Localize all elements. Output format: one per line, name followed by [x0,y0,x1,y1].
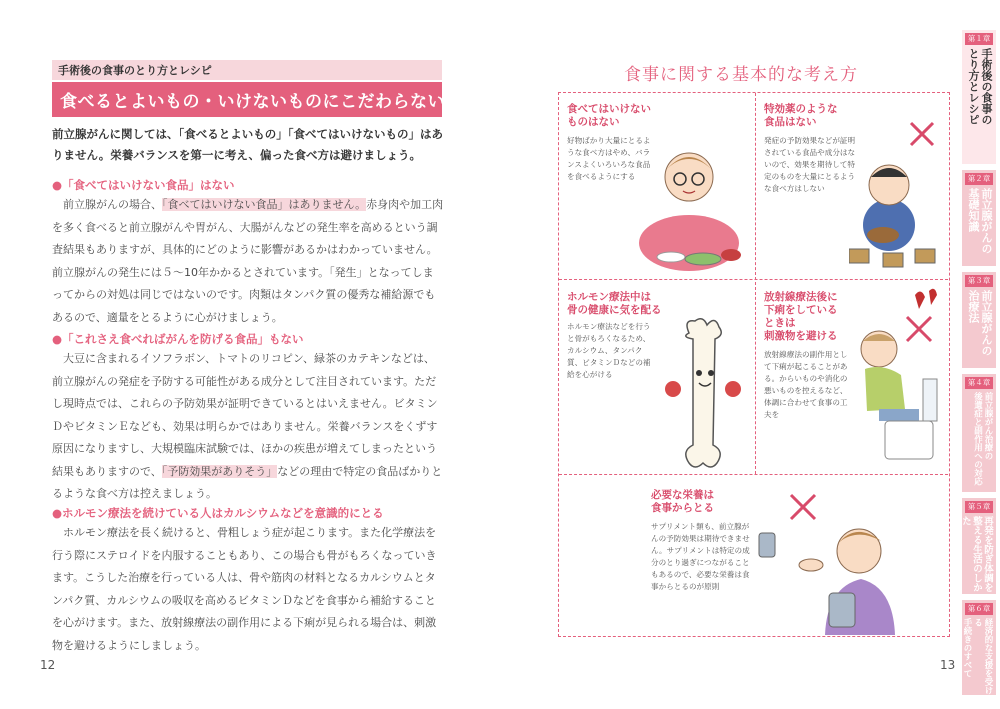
highlight-text: 「予防効果がありそう」 [161,464,278,478]
text-run: ホルモン療法を長く続けると、骨粗しょう症が起こります。また化学療法を行う際にステロイドを内服することもあり、この場合も骨がもろくなっていきます。こうした治療を行っている人は、骨や筋肉の材料となるカルシウムとタンパク質、カルシウムの吸収を高めるビタミンＤなどを食事から補給することを心がけます。また、放射線療法の副作用による下痢が見られる場合は、刺激物を避けるようにしましょう。 [52,526,437,652]
chapter-tab-4[interactable] [962,374,996,492]
section-no-miracle-food [52,330,444,506]
text-run: 赤身肉や加工肉を多く食べると前立腺がんや胃がん、大腸がんなどの発生率を高めるという調査結果もありますが、具体的にどのように影響があるかはわかっていません。前立腺がんの発生には５〜10年かかるとされています。「発生」となってしまってからの対処は同じではないのです。肉類はタンパク質の優秀な補給源でもあるので、適量をとるように心がけましょう。 [52,198,444,324]
cell-title: 必要な栄養は 食事からとる [651,489,714,514]
chapter-tabs [958,30,1000,695]
chapter-number: 第２章 [965,173,993,185]
text-run: 大豆に含まれるイソフラボン、トマトのリコピン、緑茶のカテキンなどは、前立腺がんの発症を予防する可能性がある成分として注目されています。ただし現時点では、これらの予防効果が証明できているとはいえません。ビタミンＤやビタミンＥなども、効果は明らかではありません。栄養バランスをくずす原因になりますし、大規模臨床試験では、ほかの疾患が増えてしまったという結果もありますので、 [52,352,438,478]
diagram-title: 食事に関する基本的な考え方 [624,65,858,85]
bone-character-illustration [659,315,749,475]
page-number-right: 13 [940,658,956,672]
text-run: などの理由で特定の食品ばかりとるような食べ方は控えましょう。 [52,464,443,500]
chapter-label: 経済的な支援を受ける 手続きのすべて [962,618,993,695]
grid-divider-horizontal [559,474,948,475]
page-number-left: 12 [40,658,56,672]
cell-title: 食べてはいけない ものはない [567,103,651,128]
man-toilet-illustration [845,283,949,473]
chapter-label: 再発を防ぎ体調を 整える生活のしかた [960,516,993,592]
chapter-tab-3[interactable] [962,272,996,368]
chapter-number: 第５章 [965,501,993,513]
left-page [0,0,490,709]
section-text [52,348,444,506]
cell-body: 好物ばかり大量にとるような食べ方はやめ、バランスよくいろいろな食品を食べるようにする [567,136,651,181]
chapter-number: 第３章 [965,275,993,287]
section-subtitle: 手術後の食事のとり方とレシピ [52,60,442,80]
man-eating-illustration [631,133,751,273]
right-page [500,0,1000,709]
section-text [52,194,444,329]
chapter-tab-6[interactable] [962,600,996,695]
cell-title: 放射線療法後に 下痢をしている ときは 刺激物を避ける [764,291,838,342]
diagram-grid [558,92,950,637]
chapter-label: 手術後の食事の とり方とレシピ [967,48,993,125]
section-title: 食べるとよいもの・いけないものにこだわらない [52,82,442,117]
cell-title: ホルモン療法中は 骨の健康に気を配る [567,291,662,316]
highlight-text: 「食べてはいけない食品」はありません。 [162,198,367,211]
chapter-number: 第６章 [965,603,993,615]
cell-body: 発症の予防効果などが証明されている食品や成分はないので、効果を期待して特定のものを大量にとるような食べ方はしない [764,136,856,193]
chapter-number: 第１章 [965,33,993,45]
cell-body: サプリメント類も、前立腺がんの予防効果は期待できません。サプリメントは特定の成分のとり過ぎにつながることもあるので、必要な栄養は食事からとるのが原則 [651,522,750,591]
chapter-number: 第４章 [965,377,993,389]
section-head [52,60,445,117]
chapter-label: 前立腺がん治療の 後遺症と副作用への対応 [972,392,993,486]
chapter-tab-1[interactable] [962,30,996,164]
chapter-tab-2[interactable] [962,170,996,266]
grid-divider-vertical [755,93,756,474]
lead-paragraph: 前立腺がんに関しては、「食べるとよいもの」「食べてはいけないもの」はありません。栄養バランスを第一に考え、偏った食べ方は避けましょう。 [52,127,443,162]
grid-divider-horizontal [559,279,948,280]
section-text [52,522,444,657]
section-no-bad-food [52,176,444,329]
section-heading: ●ホルモン療法を続けている人はカルシウムなどを意識的にとる [52,506,384,520]
cell-body: 放射線療法の副作用として下痢が起こることがある。からいものや消化の悪いものを控えるなど、体調に合わせて食事の工夫を [764,350,848,419]
chapter-label: 前立腺がんの 治療法 [967,290,993,356]
man-supplement-illustration [755,485,905,635]
cell-body: ホルモン療法などを行うと骨がもろくなるため、カルシウム、タンパク質、ビタミンＤなどの補給を心がける [567,322,651,379]
cell-title: 特効薬のような 食品はない [764,103,838,128]
section-heading: ●「食べてはいけない食品」はない [52,178,235,192]
chapter-tab-5[interactable] [962,498,996,594]
section-calcium [52,504,444,657]
text-run: 前立腺がんの場合、 [52,198,162,211]
chapter-label: 前立腺がんの 基礎知識 [967,188,993,254]
man-natto-illustration [849,113,949,273]
section-heading: ●「これさえ食べればがんを防げる食品」もない [52,332,304,346]
